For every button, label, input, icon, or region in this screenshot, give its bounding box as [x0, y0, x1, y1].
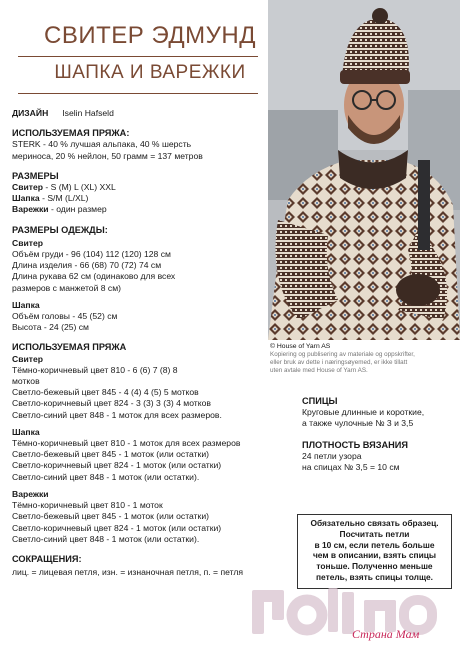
note-line: в 10 см, если петель больше [314, 539, 435, 550]
model-photo-illustration [268, 0, 460, 340]
yarn-sweater-line: Светло-коричневый цвет 824 - 3 (3) 3 (3) 4 мотков [12, 398, 211, 409]
size-row [12, 193, 274, 204]
yarn-used-line: STERK - 40 % лучшая альпака, 40 % шерсть [12, 139, 192, 150]
title-divider [18, 93, 258, 94]
garment-sweater-line: Длина изделия - 66 (68) 70 (72) 74 см [12, 260, 162, 271]
design-label: ДИЗАЙН [12, 108, 49, 118]
garment-sizes-heading: РАЗМЕРЫ ОДЕЖДЫ: [12, 224, 108, 235]
yarn-sweater-line: Светло-бежевый цвет 845 - 4 (4) 4 (5) 5 мотков [12, 387, 199, 398]
garment-sweater-line: Объём груди - 96 (104) 112 (120) 128 см [12, 249, 171, 260]
page-subtitle: ШАПКА И ВАРЕЖКИ [54, 62, 246, 83]
pattern-info-column [12, 108, 274, 578]
yarn-sweater-line: Светло-синий цвет 848 - 1 моток для всех размеров. [12, 409, 222, 420]
garment-sweater-line: размеров с манжетой 8 см) [12, 282, 122, 293]
size-value: - S (M) L (XL) XXL [43, 182, 116, 193]
yarn-hat-line: Светло-коричневый цвет 824 - 1 моток (или остатки) [12, 460, 222, 471]
size-row [12, 204, 274, 215]
gauge-heading: ПЛОТНОСТЬ ВЯЗАНИЯ [302, 439, 409, 450]
note-line: тоньше. Полученно меньше [316, 561, 433, 572]
yarn-mittens-line: Светло-коричневый цвет 824 - 1 моток (или остатки) [12, 522, 222, 533]
watermark-text: Страна Мам [352, 627, 420, 641]
design-row [12, 108, 274, 119]
garment-sweater-label: Свитер [12, 237, 44, 248]
title-divider [18, 56, 258, 57]
yarn-used-heading: ИСПОЛЬЗУЕМАЯ ПРЯЖА: [12, 128, 130, 139]
yarn-sweater-line: Тёмно-коричневый цвет 810 - 6 (6) 7 (8) 8 [12, 364, 178, 375]
yarn-mittens-line: Светло-бежевый цвет 845 - 1 моток (или остатки) [12, 511, 209, 522]
credit-copyright: © House of Yarn AS [270, 343, 331, 350]
credit-line: eller bruk av dette i næringsøyemed, er ikke tillatt [270, 359, 408, 366]
gauge-line: 24 петли узора [302, 450, 362, 461]
size-label: Варежки [12, 204, 49, 215]
yarn-hat-line: Светло-синий цвет 848 - 1 моток (или остатки). [12, 471, 200, 482]
yarn-used-line: мериноса, 20 % нейлон, 50 грамм = 137 метров [12, 150, 203, 161]
yarn-sweater-label: Свитер [12, 353, 44, 364]
yarn-mittens-line: Тёмно-коричневый цвет 810 - 1 моток [12, 500, 163, 511]
yarn-sweater-line: мотков [12, 376, 40, 387]
photo-credit [270, 343, 455, 375]
credit-line: Kopiering og publisering av materiale og oppskrifter, [270, 351, 415, 358]
size-row [12, 182, 274, 193]
size-value: - один размер [48, 204, 107, 215]
yarn-hat-line: Светло-бежевый цвет 845 - 1 моток (или остатки) [12, 449, 209, 460]
gauge-line: на спицах № 3,5 = 10 см [302, 462, 400, 473]
needles-gauge-column [302, 396, 452, 473]
yarn-mittens-label: Варежки [12, 488, 49, 499]
yarn-mittens-line: Светло-синий цвет 848 - 1 моток (или остатки). [12, 533, 200, 544]
size-label: Шапка [12, 193, 40, 204]
needles-heading: СПИЦЫ [302, 396, 338, 406]
note-line: петель, взять спицы толще. [315, 571, 434, 582]
sizes-heading: РАЗМЕРЫ [12, 170, 59, 181]
page-title: СВИТЕР ЭДМУНД [44, 22, 256, 49]
note-line: Посчитать петли [339, 528, 410, 539]
garment-hat-line: Высота - 24 (25) см [12, 322, 89, 333]
credit-line: uten avtale med House of Yarn AS. [270, 367, 368, 374]
yarn-heading: ИСПОЛЬЗУЕМАЯ ПРЯЖА [12, 342, 127, 353]
note-line: чем в описании, взять спицы [312, 550, 437, 561]
design-value: Iselin Hafseld [62, 108, 114, 118]
size-label: Свитер [12, 182, 44, 193]
garment-sweater-line: Длина рукава 62 см (одинаково для всех [12, 271, 176, 282]
watermark-logo [232, 560, 460, 651]
garment-hat-label: Шапка [12, 299, 40, 310]
yarn-hat-label: Шапка [12, 426, 40, 437]
abbreviations-heading: СОКРАЩЕНИЯ: [12, 553, 82, 564]
size-value: - S/M (L/XL) [39, 193, 89, 204]
model-photo [268, 0, 460, 340]
needles-line: Круговые длинные и короткие, [302, 407, 425, 418]
note-line: Обязательно связать образец. [310, 518, 439, 528]
needles-line: а также чулочные № 3 и 3,5 [302, 418, 414, 429]
abbreviations-line: лиц. = лицевая петля, изн. = изнаночная петля, п. = петля [12, 567, 244, 578]
garment-hat-line: Объём головы - 45 (52) см [12, 311, 118, 322]
yarn-hat-line: Тёмно-коричневый цвет 810 - 1 моток для всех размеров [12, 438, 241, 449]
